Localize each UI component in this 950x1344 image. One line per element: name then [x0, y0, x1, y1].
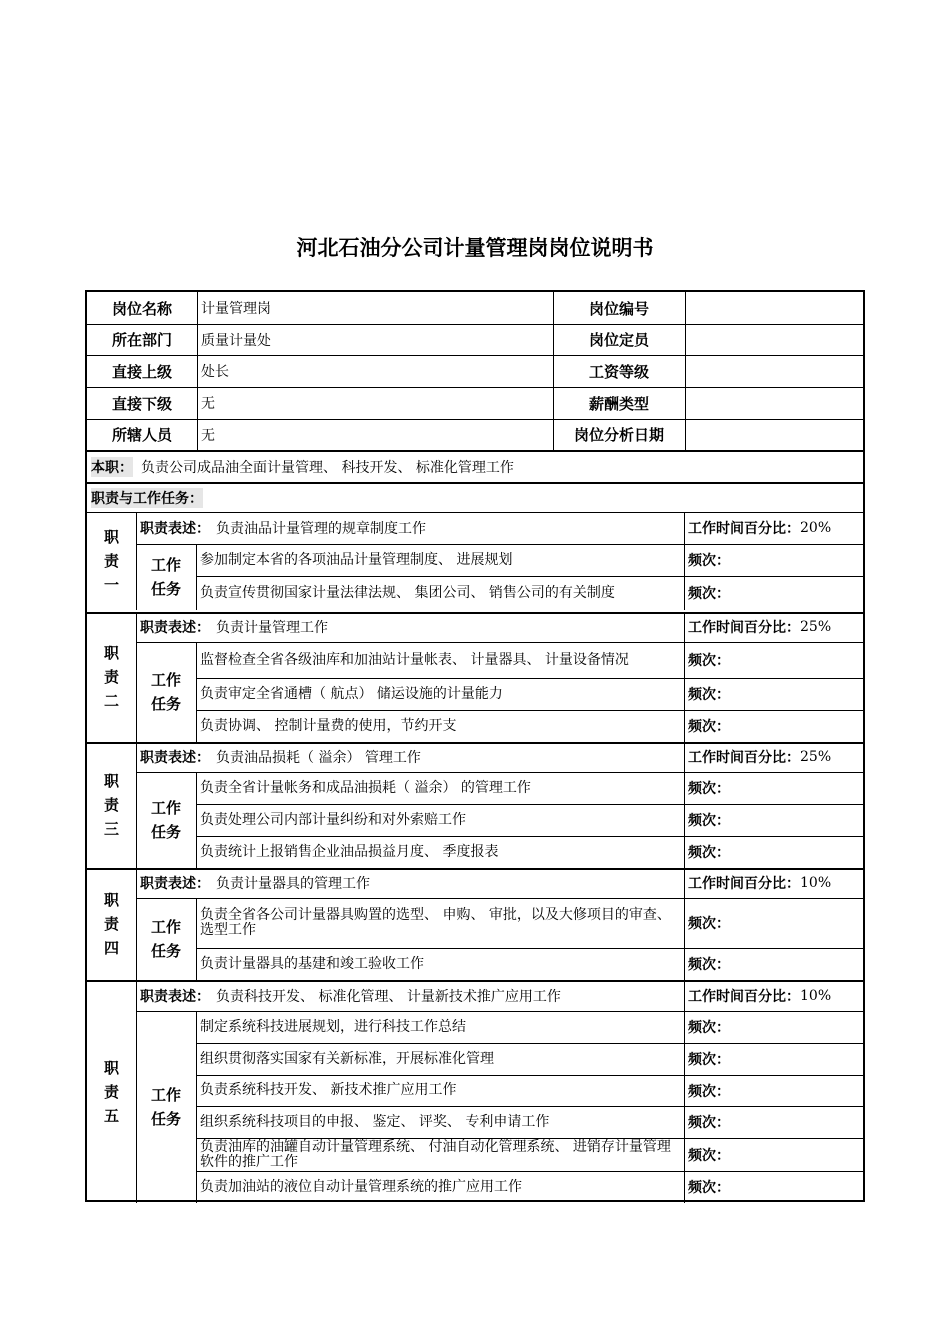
job-description-table: [85, 290, 865, 1202]
duty-name-char: 一: [103, 576, 119, 594]
task-label-line: 工作: [150, 671, 181, 689]
time-percentage-label: 工作时间百分比：: [688, 750, 800, 766]
frequency-label: 频次：: [688, 845, 730, 861]
info-value: 无: [201, 427, 215, 444]
info-label: 工资等级: [588, 362, 649, 381]
task-item: 制定系统科技进展规划，进行科技工作总结: [200, 1018, 466, 1035]
duty-name-char: 三: [103, 820, 119, 838]
time-percentage-label: 工作时间百分比：: [688, 521, 800, 537]
info-value: 计量管理岗: [201, 301, 271, 317]
duty-description-label: 职责表述：: [140, 620, 210, 636]
duty-description: [136, 742, 684, 772]
task-label-line: 工作: [150, 1086, 181, 1104]
duties-header: [87, 484, 863, 512]
info-value: [685, 419, 863, 450]
frequency: [684, 948, 863, 980]
duty-description-label: 职责表述：: [140, 521, 210, 537]
frequency: [684, 710, 863, 742]
frequency: [684, 1171, 863, 1203]
task-item: 负责油库的油罐自动计量管理系统、 付油自动化管理系统、 进销存计量管理软件的推广工作: [200, 1138, 671, 1170]
duty-name: [87, 868, 136, 980]
info-label: 岗位定员: [588, 331, 649, 349]
duty-description-label: 职责表述：: [140, 988, 210, 1005]
row-divider: [87, 324, 863, 325]
frequency: [684, 678, 863, 710]
duty-description: [136, 868, 684, 898]
duty-description-label: 职责表述：: [140, 750, 210, 766]
frequency: [684, 1043, 863, 1075]
frequency: [684, 804, 863, 836]
frequency: [684, 642, 863, 678]
job-summary-label: 本职：: [91, 457, 133, 477]
duty-name-char: 责: [103, 552, 119, 570]
frequency: [684, 898, 863, 948]
row-divider: [87, 355, 863, 356]
time-percentage-value: 20%: [800, 520, 832, 536]
frequency: [684, 544, 863, 576]
task-item: 组织贯彻落实国家有关新标准，开展标准化管理: [200, 1050, 494, 1067]
duty-description: [136, 612, 684, 642]
task-label: [136, 642, 196, 742]
duty-description-label: 职责表述：: [140, 876, 210, 892]
task-label-line: 工作: [150, 556, 181, 574]
task-item: 负责全省计量帐务和成品油损耗（ 溢余） 的管理工作: [200, 779, 531, 796]
duty-description-text: 负责科技开发、 标准化管理、 计量新技术推广应用工作: [216, 988, 561, 1005]
duty-name-char: 责: [103, 668, 119, 686]
duty-description-text: 负责油品损耗（ 溢余） 管理工作: [216, 750, 421, 766]
frequency-label: 频次：: [688, 1052, 730, 1068]
duty-name-char: 职: [103, 528, 119, 546]
duty-description-text: 负责计量器具的管理工作: [216, 876, 370, 892]
time-percentage: [684, 980, 863, 1011]
time-percentage-label: 工作时间百分比：: [688, 620, 800, 636]
task-item: 负责处理公司内部计量纠纷和对外索赔工作: [200, 811, 466, 828]
duty-name-char: 职: [103, 891, 119, 909]
info-value: [685, 355, 863, 387]
info-label: 直接上级: [111, 362, 172, 381]
time-percentage-label: 工作时间百分比：: [688, 876, 800, 892]
task-item: 监督检查全省各级油库和加油站计量帐表、 计量器具、 计量设备情况: [200, 651, 629, 668]
time-percentage-value: 25%: [800, 619, 832, 635]
frequency-label: 频次：: [688, 1115, 730, 1131]
row-divider: [87, 419, 863, 420]
task-item: 负责宣传贯彻国家计量法律法规、 集团公司、 销售公司的有关制度: [200, 584, 615, 601]
task-item: 参加制定本省的各项油品计量管理制度、 进展规划: [200, 551, 513, 568]
info-label: 岗位编号: [588, 299, 649, 318]
info-value: 无: [201, 396, 215, 412]
info-label: 岗位名称: [111, 299, 172, 318]
task-label: [136, 544, 196, 610]
frequency-label: 频次：: [688, 719, 730, 735]
duty-name-char: 责: [103, 1082, 119, 1101]
frequency-label: 频次：: [688, 687, 730, 703]
frequency-label: 频次：: [688, 781, 730, 797]
task-label: [136, 898, 196, 980]
task-label-line: 任务: [150, 823, 181, 841]
duty-name: [87, 742, 136, 868]
task-item: 负责系统科技开发、 新技术推广应用工作: [200, 1082, 457, 1098]
info-label: 薪酬类型: [588, 394, 649, 413]
frequency-label: 频次：: [688, 586, 730, 602]
task-item: 负责协调、 控制计量费的使用，节约开支: [200, 717, 457, 734]
duty-name: [87, 612, 136, 742]
duty-description: [136, 980, 684, 1011]
column-divider: [685, 292, 686, 450]
info-label: 所在部门: [111, 331, 172, 349]
time-percentage: [684, 742, 863, 772]
frequency-label: 频次：: [688, 653, 730, 669]
column-divider: [553, 292, 554, 450]
info-label: 所辖人员: [111, 426, 172, 444]
duty-description-text: 负责油品计量管理的规章制度工作: [216, 521, 426, 537]
frequency-label: 频次：: [688, 553, 730, 569]
task-item: 负责统计上报销售企业油品损益月度、 季度报表: [200, 843, 499, 860]
time-percentage: [684, 612, 863, 642]
task-label: [136, 1011, 196, 1203]
duty-description-text: 负责计量管理工作: [216, 620, 328, 636]
time-percentage: [684, 868, 863, 898]
duty-name-char: 四: [103, 939, 119, 957]
task-label-line: 工作: [150, 799, 181, 817]
time-percentage-label: 工作时间百分比：: [688, 988, 800, 1005]
task-item: 负责加油站的液位自动计量管理系统的推广应用工作: [200, 1178, 522, 1195]
frequency: [684, 1106, 863, 1138]
frequency-label: 频次：: [688, 1147, 730, 1164]
info-value: [685, 292, 863, 324]
duty-description: [136, 512, 684, 544]
frequency-label: 频次：: [688, 1180, 730, 1196]
task-label-line: 工作: [150, 918, 181, 936]
frequency-label: 频次：: [688, 1083, 730, 1100]
time-percentage: [684, 512, 863, 544]
time-percentage-value: 10%: [800, 987, 832, 1004]
task-label-line: 任务: [150, 695, 181, 713]
page-title: 河北石油分公司计量管理岗岗位说明书: [296, 236, 654, 260]
frequency: [684, 836, 863, 868]
info-label: 岗位分析日期: [573, 426, 664, 444]
duty-name-char: 二: [103, 692, 119, 710]
frequency: [684, 1075, 863, 1106]
info-value: 质量计量处: [201, 332, 271, 349]
task-label-line: 任务: [150, 580, 181, 598]
duty-name-char: 五: [103, 1106, 119, 1125]
task-item: 负责审定全省通槽（ 航点） 储运设施的计量能力: [200, 685, 503, 702]
frequency-label: 频次：: [688, 916, 730, 932]
info-value: [685, 324, 863, 355]
job-summary-text: 负责公司成品油全面计量管理、 科技开发、 标准化管理工作: [141, 460, 514, 476]
task-label-line: 任务: [150, 1110, 181, 1128]
frequency-label: 频次：: [688, 813, 730, 829]
task-item: 负责计量器具的基建和竣工验收工作: [200, 955, 424, 972]
task-label: [136, 772, 196, 868]
duty-name-char: 责: [103, 915, 119, 933]
info-value: 处长: [201, 364, 229, 380]
duty-name: [87, 512, 136, 610]
duty-name-char: 职: [103, 1058, 119, 1077]
task-item: 负责全省各公司计量器具购置的选型、 申购、 审批，以及大修项目的审查、 选型工作: [200, 907, 671, 938]
duty-name-char: 职: [103, 644, 119, 662]
frequency: [684, 1138, 863, 1171]
time-percentage-value: 25%: [800, 749, 832, 765]
frequency: [684, 772, 863, 804]
duty-name-char: 职: [103, 772, 119, 790]
row-divider: [87, 387, 863, 388]
frequency-label: 频次：: [688, 957, 730, 973]
frequency: [684, 1011, 863, 1043]
job-summary-row: [87, 452, 863, 482]
frequency: [684, 576, 863, 610]
info-label: 直接下级: [111, 394, 172, 413]
duty-name-char: 责: [103, 796, 119, 814]
task-item: 组织系统科技项目的申报、 鉴定、 评奖、 专利申请工作: [200, 1113, 550, 1130]
duty-name: [87, 980, 136, 1203]
task-label-line: 任务: [150, 942, 181, 960]
info-value: [685, 387, 863, 419]
duties-header-label: 职责与工作任务：: [91, 488, 203, 508]
frequency-label: 频次：: [688, 1020, 730, 1036]
time-percentage-value: 10%: [800, 875, 832, 891]
column-divider: [197, 292, 198, 450]
